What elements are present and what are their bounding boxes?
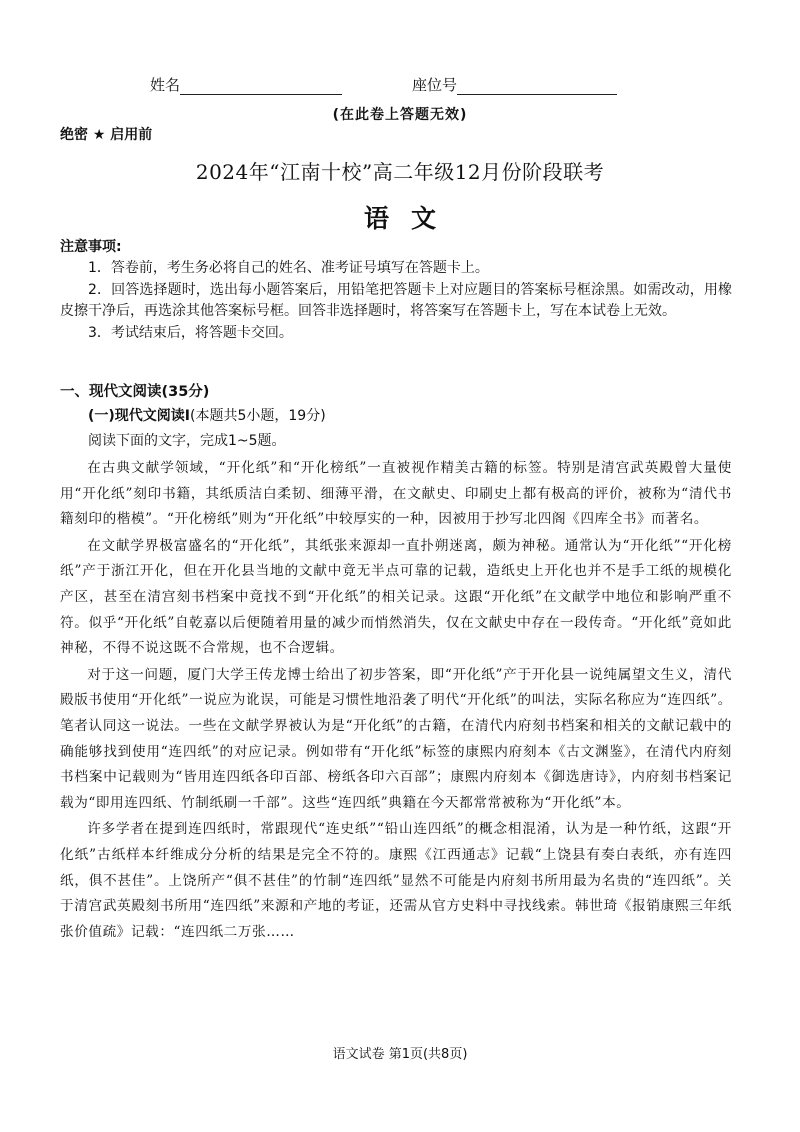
reading-passage <box>60 456 732 946</box>
section-heading: 一、现代文阅读(35分) <box>60 384 210 400</box>
passage-paragraph: 在文献学界极富盛名的“开化纸”，其纸张来源却一直扑朔迷离，颇为神秘。通常认为“开化纸”“开化榜纸”产于浙江开化，但在开化县当地的文献中竟无半点可靠的记载，造纸史上开化也并不是手工纸的规模化产区，甚至在清宫刻书档案中竟找不到“开化纸”的相关记录。这跟“开化纸”在文献学中地位和影响严重不符。似乎“开化纸”自乾嘉以后便随着用量的减少而悄然消失，仅在文献史中存在一段传奇。“开化纸”竟如此神秘，不得不说这既不合常规，也不合逻辑。 <box>60 537 732 657</box>
candidate-info-line <box>150 74 670 95</box>
notes-heading: 注意事项: <box>60 239 122 255</box>
exam-title: 2024年“江南十校”高二年级12月份阶段联考 <box>195 160 605 184</box>
note-item: 1．答卷前，考生务必将自己的姓名、准考证号填写在答题卡上。 <box>88 260 489 276</box>
page-footer: 语文试卷 第1页(共8页) <box>332 1047 468 1062</box>
note-item: 2．回答选择题时，选出每小题答案后，用铅笔把答题卡上对应题目的答案标号框涂黑。如需改动，用橡皮擦干净后，再选涂其他答案标号框。回答非选择题时，将答案写在答题卡上，写在本试卷上无效。 <box>60 281 732 319</box>
passage-paragraph: 在古典文献学领域，“开化纸”和“开化榜纸”一直被视作精美古籍的标签。特别是清宫武英殿曾大量使用“开化纸”刻印书籍，其纸质洁白柔韧、细薄平滑，在文献史、印刷史上都有极高的评价，被称为“清代书籍刻印的楷模”。“开化榜纸”则为“开化纸”中较厚实的一种，因被用于抄写北四阁《四库全书》而著名。 <box>60 460 732 528</box>
sub-section-note: (本题共5小题，19分) <box>190 408 326 424</box>
sub-section-title: (一)现代文阅读Ⅰ <box>88 408 191 424</box>
confidential-label: 绝密 ★ 启用前 <box>60 127 153 143</box>
passage-paragraph: 许多学者在提到连四纸时，常跟现代“连史纸”“铅山连四纸”的概念相混淆，认为是一种竹纸，这跟“开化纸”古纸样本纤维成分分析的结果是完全不符的。康熙《江西通志》记载“上饶县有奏白表纸，亦有连四纸，俱不甚佳”。上饶所产“俱不甚佳”的竹制“连四纸”显然不可能是内府刻书所用最为名贵的“连四纸”。关于清宫武英殿刻书所用“连四纸”来源和产地的考证，还需从官方史料中寻找线索。韩世琦《报销康熙三年纸张价值疏》记载：“连四纸二万张…… <box>60 821 732 940</box>
reading-instruction: 阅读下面的文字，完成1~5题。 <box>88 433 286 449</box>
name-blank <box>180 78 342 95</box>
name-label: 姓名 <box>150 76 181 94</box>
seat-label: 座位号 <box>412 76 458 94</box>
sub-section-heading <box>88 405 326 425</box>
note-item: 3．考试结束后，将答题卡交回。 <box>88 324 293 341</box>
invalid-answer-notice: (在此卷上答题无效) <box>332 107 468 123</box>
seat-blank <box>457 78 617 95</box>
subject-title: 语文 <box>363 204 458 233</box>
notes-list <box>60 258 732 344</box>
passage-paragraph: 对于这一问题，厦门大学王传龙博士给出了初步答案，即“开化纸”产于开化县一说纯属望文生义，清代殿版书使用“开化纸”一说应为讹误，可能是习惯性地沿袭了明代“开化纸”的叫法，实际名称应为“连四纸”。笔者认同这一说法。一些在文献学界被认为是“开化纸”的古籍，在清代内府刻书档案和相关的文献记载中的确能够找到使用“连四纸”的对应记录。例如带有“开化纸”标签的康熙内府刻本《古文渊鉴》，在清代内府刻书档案中记载则为“皆用连四纸各印百部、榜纸各印六百部”；康熙内府刻本《御选唐诗》，内府刻书档案记载为“即用连四纸、竹制纸刷一千部”。这些“连四纸”典籍在今天都常常被称为“开化纸”本。 <box>60 666 732 811</box>
